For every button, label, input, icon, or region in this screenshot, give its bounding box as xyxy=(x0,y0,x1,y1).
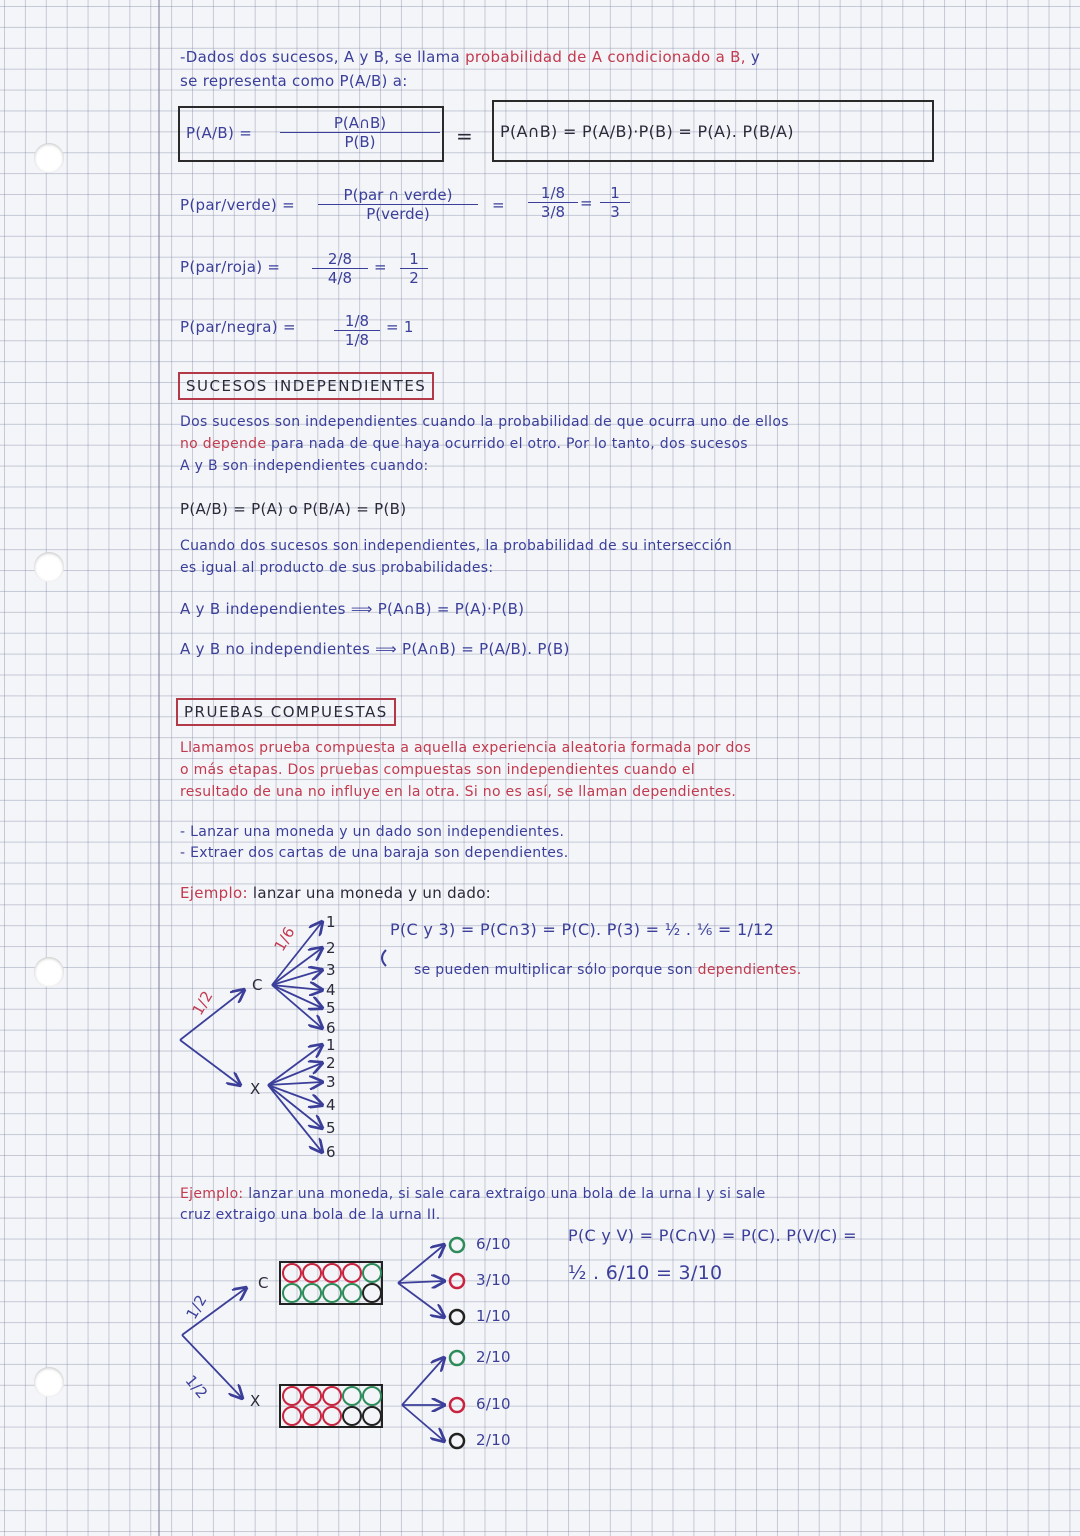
example-2-heading xyxy=(180,1186,766,1202)
highlight-text: dependientes. xyxy=(697,962,802,978)
urn-ball xyxy=(283,1264,301,1282)
numerator: 2/8 xyxy=(312,250,368,269)
text: lanzar una moneda y un dado: xyxy=(252,884,492,902)
outcome-die-face: 4 xyxy=(326,981,336,999)
outcome-probability: 2/10 xyxy=(476,1431,511,1449)
denominator: 1/8 xyxy=(344,331,370,349)
denominator: P(B) xyxy=(344,133,376,151)
urn-ball xyxy=(363,1387,381,1405)
urn-ball xyxy=(283,1407,301,1425)
tree-branch-arrow xyxy=(398,1245,444,1283)
example-label: Ejemplo: xyxy=(180,1186,244,1202)
paragraph-line: es igual al producto de sus probabilidades: xyxy=(180,560,494,576)
urn-ball xyxy=(363,1284,381,1302)
bullet-item: - Lanzar una moneda y un dado son independientes. xyxy=(180,824,565,840)
node-cruz: X xyxy=(250,1392,261,1410)
tree-branch-arrow xyxy=(180,1040,240,1085)
outcome-die-face: 2 xyxy=(326,939,336,957)
numerator: 1/8 xyxy=(334,312,380,331)
paragraph-line: A y B son independientes cuando: xyxy=(180,458,429,474)
text: -Dados dos sucesos, A y B, se llama xyxy=(180,48,461,66)
example-2-result: ½ . 6/10 = 3/10 xyxy=(568,1262,723,1284)
urn-ball xyxy=(323,1407,341,1425)
urn-ball xyxy=(323,1284,341,1302)
result: = 1 xyxy=(386,318,414,336)
outcome-die-face: 6 xyxy=(326,1143,336,1161)
highlight-text: probabilidad de A condicionado a B, xyxy=(465,48,746,66)
tree-branch-arrow xyxy=(272,970,322,985)
example-2-formula: P(C y V) = P(C∩V) = P(C). P(V/C) = xyxy=(568,1226,857,1245)
urn-1 xyxy=(280,1262,382,1304)
urn-ball xyxy=(283,1284,301,1302)
outcome-probability: 3/10 xyxy=(476,1271,511,1289)
urn-ball xyxy=(303,1284,321,1302)
numerator: P(A∩B) xyxy=(280,114,440,133)
urn-ball xyxy=(363,1264,381,1282)
equals-sign: = xyxy=(580,194,593,212)
numerator: 1 xyxy=(400,250,428,269)
ball-outcome xyxy=(450,1434,464,1448)
outcome-die-face: 4 xyxy=(326,1096,336,1114)
intro-line-2: se representa como P(A/B) a: xyxy=(180,72,408,90)
outcome-die-face: 1 xyxy=(326,913,336,931)
ball-outcome xyxy=(450,1274,464,1288)
text: y xyxy=(750,48,761,66)
denominator: 4/8 xyxy=(327,269,353,287)
paragraph-line: Llamamos prueba compuesta a aquella experiencia aleatoria formada por dos xyxy=(180,740,752,756)
tree-branch-arrow xyxy=(268,1045,322,1085)
branch-probability: 1/2 xyxy=(188,987,217,1019)
outcome-probability: 6/10 xyxy=(476,1395,511,1413)
curved-arrow xyxy=(382,950,386,966)
example-lhs: P(par/negra) = xyxy=(180,318,296,336)
rule-independent: A y B independientes ⟹ P(A∩B) = P(A)·P(B) xyxy=(180,600,525,618)
outcome-die-face: 2 xyxy=(326,1054,336,1072)
formula-lhs: P(A/B) = xyxy=(186,124,253,142)
branch-probability: 1/2 xyxy=(182,1291,211,1323)
urn-ball xyxy=(323,1264,341,1282)
urn-ball xyxy=(323,1387,341,1405)
node-cara: C xyxy=(258,1274,269,1292)
tree-branch-arrow xyxy=(268,1085,322,1128)
branch-probability: 1/6 xyxy=(270,923,299,955)
example-1-formula: P(C y 3) = P(C∩3) = P(C). P(3) = ½ . ⅙ = 1/12 xyxy=(390,920,775,939)
urn-ball xyxy=(343,1387,361,1405)
independence-equation: P(A/B) = P(A) o P(B/A) = P(B) xyxy=(180,500,407,518)
urn-ball xyxy=(363,1407,381,1425)
text: cruz extraigo una bola de la urna II. xyxy=(180,1207,441,1223)
node-cara: C xyxy=(252,976,263,994)
outcome-die-face: 6 xyxy=(326,1019,336,1037)
numerator: 1 xyxy=(600,184,630,203)
urn-ball xyxy=(343,1264,361,1282)
paragraph-line: resultado de una no influye en la otra. Si no es así, se llaman dependientes. xyxy=(180,784,737,800)
equals-sign: = xyxy=(456,124,474,148)
ball-outcome xyxy=(450,1310,464,1324)
denominator: P(verde) xyxy=(366,205,430,223)
paragraph-line: Cuando dos sucesos son independientes, la probabilidad de su intersección xyxy=(180,538,733,554)
tree-branch-arrow xyxy=(402,1405,444,1441)
outcome-probability: 6/10 xyxy=(476,1235,511,1253)
tree-branch-arrow xyxy=(398,1283,444,1317)
tree-branch-arrow xyxy=(272,985,322,1028)
text: se pueden multiplicar sólo porque son xyxy=(414,962,693,978)
urn-ball xyxy=(343,1407,361,1425)
ball-outcome xyxy=(450,1238,464,1252)
urn-ball xyxy=(283,1387,301,1405)
example-label: Ejemplo: xyxy=(180,884,248,902)
outcome-die-face: 5 xyxy=(326,999,336,1017)
outcome-die-face: 3 xyxy=(326,961,336,979)
ball-outcome xyxy=(450,1398,464,1412)
urn-ball xyxy=(303,1387,321,1405)
tree-branch-arrow xyxy=(402,1358,444,1405)
text: lanzar una moneda, si sale cara extraigo una bola de la urna I y si sale xyxy=(248,1186,766,1202)
denominator: 3 xyxy=(610,203,620,221)
numerator: P(par ∩ verde) xyxy=(318,186,478,205)
ball-outcome xyxy=(450,1351,464,1365)
urn-ball xyxy=(343,1284,361,1302)
equals-sign: = xyxy=(374,258,387,276)
rule-dependent: A y B no independientes ⟹ P(A∩B) = P(A/B). P(B) xyxy=(180,640,570,658)
outcome-die-face: 3 xyxy=(326,1073,336,1091)
paragraph-line: Dos sucesos son independientes cuando la probabilidad de que ocurra uno de ellos xyxy=(180,414,789,430)
section-title-pruebas-compuestas: PRUEBAS COMPUESTAS xyxy=(176,698,396,726)
urn-ball xyxy=(303,1264,321,1282)
section-title-sucesos-independientes: SUCESOS INDEPENDIENTES xyxy=(178,372,434,400)
outcome-die-face: 1 xyxy=(326,1036,336,1054)
branch-probability: 1/2 xyxy=(181,1371,212,1403)
node-cruz: X xyxy=(250,1080,261,1098)
text: para nada de que haya ocurrido el otro. Por lo tanto, dos sucesos xyxy=(271,436,748,452)
equals-sign: = xyxy=(492,196,505,214)
paragraph-line: o más etapas. Dos pruebas compuestas son independientes cuando el xyxy=(180,762,695,778)
outcome-probability: 2/10 xyxy=(476,1348,511,1366)
highlight-text: no depende xyxy=(180,436,267,452)
tree-branch-arrow xyxy=(398,1281,444,1283)
formula-text: P(A∩B) = P(A/B)·P(B) = P(A). P(B/A) xyxy=(500,122,794,141)
urn-ball xyxy=(303,1407,321,1425)
outcome-probability: 1/10 xyxy=(476,1307,511,1325)
urn-2 xyxy=(280,1385,382,1427)
example-lhs: P(par/roja) = xyxy=(180,258,281,276)
denominator: 3/8 xyxy=(540,203,566,221)
bullet-item: - Extraer dos cartas de una baraja son dependientes. xyxy=(180,845,569,861)
example-lhs: P(par/verde) = xyxy=(180,196,295,214)
outcome-die-face: 5 xyxy=(326,1119,336,1137)
numerator: 1/8 xyxy=(528,184,578,203)
denominator: 2 xyxy=(409,269,419,287)
